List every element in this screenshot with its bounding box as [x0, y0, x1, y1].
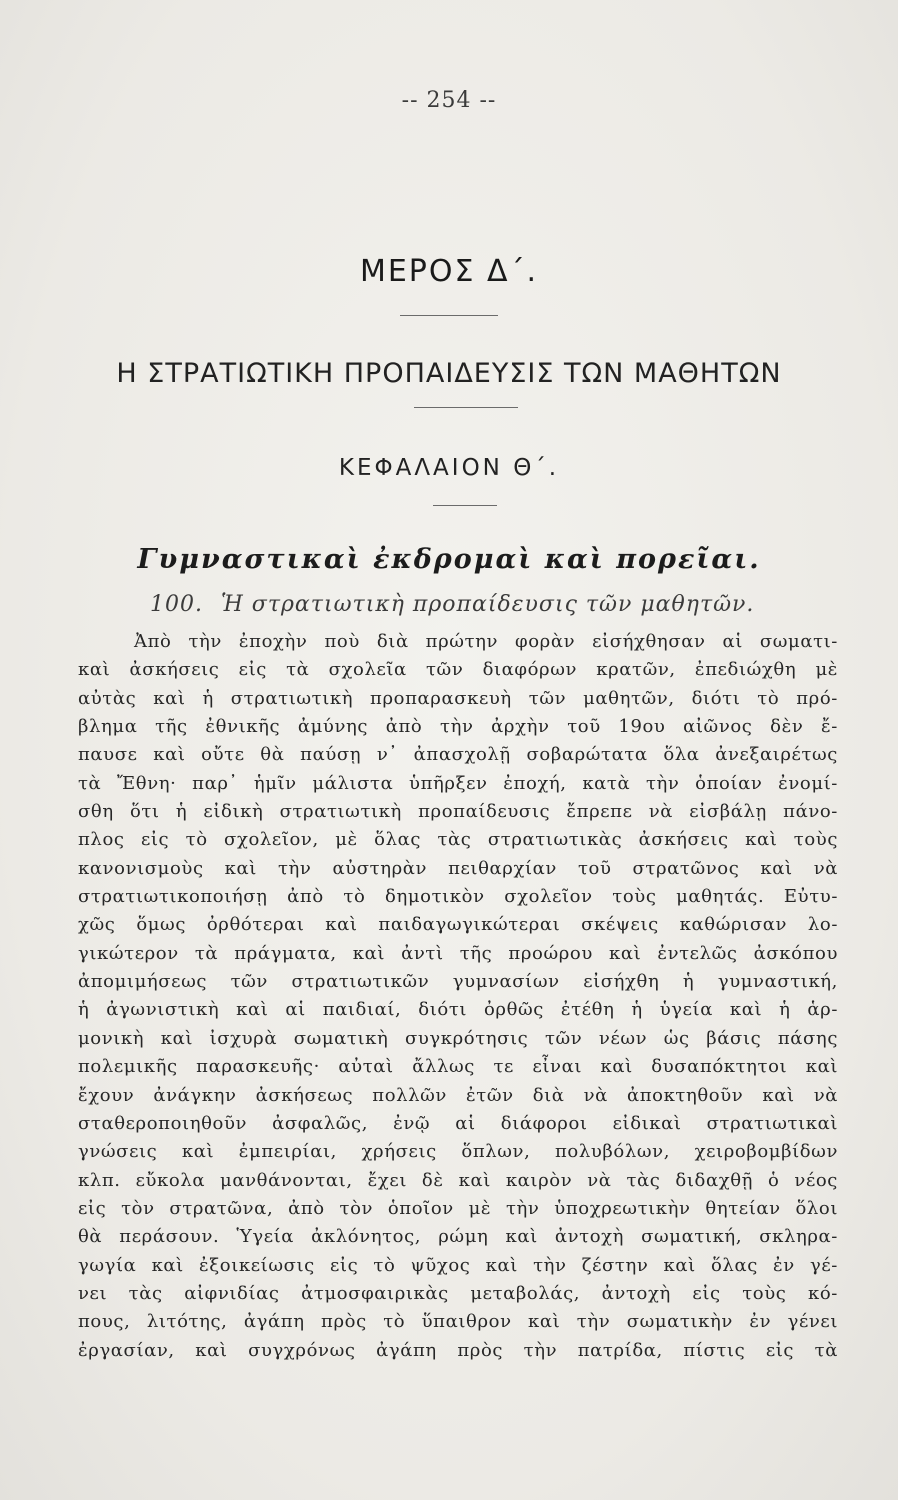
text-line: Ἀπὸ τὴν ἐποχὴν ποὺ διὰ πρώτην φορὰν εἰσήχθησαν αἱ σωματι-: [134, 631, 838, 652]
text-line: σθη ὅτι ἡ εἰδικὴ στρατιωτικὴ προπαίδευσις ἔπρεπε νὰ εἰσβάλῃ πάνο-: [78, 801, 838, 823]
text-line: εἰς τὸν στρατῶνα, ἀπὸ τὸν ὁποῖον μὲ τὴν ὑποχρεωτικὴν θητείαν ὅλοι: [78, 1197, 838, 1219]
section-title: Η ΣΤΡΑΤΙΩΤΙΚΗ ΠΡΟΠΑΙΔΕΥΣΙΣ ΤΩΝ ΜΑΘΗΤΩΝ: [116, 358, 782, 389]
chapter-title: ΚΕΦΑΛΑΙΟΝ Θ΄.: [338, 455, 560, 481]
text-line: τὰ Ἔθνη· παρ᾽ ἡμῖν μάλιστα ὑπῆρξεν ἐποχή, κατὰ τὴν ὁποίαν ἐνομί-: [78, 772, 838, 794]
text-line: κανονισμοὺς καὶ τὴν αὐστηρὰν πειθαρχίαν τοῦ στρατῶνος καὶ νὰ: [78, 857, 838, 879]
text-line: γικώτερον τὰ πράγματα, καὶ ἀντὶ τῆς προώρου καὶ ἐντελῶς ἀσκόπου: [78, 942, 838, 964]
text-line: ἀπομιμήσεως τῶν στρατιωτικῶν γυμνασίων εἰσήχθη ἡ γυμναστική,: [78, 971, 838, 993]
divider-rule: [400, 315, 498, 316]
text-line: χῶς ὅμως ὀρθότεραι καὶ παιδαγωγικώτεραι σκέψεις καθώρισαν λο-: [78, 914, 838, 936]
text-line: μονικὴ καὶ ἰσχυρὰ σωματικὴ συγκρότησις τῶν νέων ὡς βάσις πάσης: [78, 1027, 838, 1049]
divider-rule: [414, 407, 518, 408]
text-line: νει τὰς αἰφνιδίας ἀτμοσφαιρικὰς μεταβολάς, ἀντοχὴ εἰς τοὺς κό-: [78, 1282, 838, 1304]
text-line: αὐτὰς καὶ ἡ στρατιωτικὴ προπαρασκευὴ τῶν μαθητῶν, διότι τὸ πρό-: [78, 687, 838, 709]
paragraph-heading-text: Ἡ στρατιωτικὴ προπαίδευσις τῶν μαθητῶν.: [220, 592, 755, 617]
text-line: ἐργασίαν, καὶ συγχρόνως ἀγάπη πρὸς τὴν πατρίδα, πίστις εἰς τὰ: [78, 1339, 838, 1361]
text-line: στρατιωτικοποιήσῃ ἀπὸ τὸ δημοτικὸν σχολεῖον τοὺς μαθητάς. Εὐτυ-: [78, 886, 838, 908]
text-line: πους, λιτότης, ἀγάπη πρὸς τὸ ὕπαιθρον καὶ τὴν σωματικὴν ἐν γένει: [78, 1311, 838, 1333]
text-line: θὰ περάσουν. Ὑγεία ἀκλόνητος, ρώμη καὶ ἀντοχὴ σωματική, σκληρα-: [78, 1226, 838, 1248]
text-line: καὶ ἀσκήσεις εἰς τὰ σχολεῖα τῶν διαφόρων κρατῶν, ἐπεδιώχθη μὲ: [78, 659, 838, 681]
text-line: γνώσεις καὶ ἐμπειρίαι, χρήσεις ὅπλων, πολυβόλων, χειροβομβίδων: [78, 1141, 838, 1163]
divider-rule: [433, 505, 497, 506]
paragraph-number: 100.: [150, 592, 203, 617]
text-line: κλπ. εὔκολα μανθάνονται, ἔχει δὲ καὶ καιρὸν νὰ τὰς διδαχθῇ ὁ νέος: [78, 1169, 838, 1191]
text-line: πολεμικῆς παρασκευῆς· αὐταὶ ἄλλως τε εἶναι καὶ δυσαπόκτητοι καὶ: [78, 1056, 838, 1078]
text-line: παυσε καὶ οὔτε θὰ παύσῃ ν᾽ ἀπασχολῇ σοβαρώτατα ὅλα ἀνεξαιρέτως: [78, 744, 838, 766]
page-number: -- 254 --: [401, 88, 497, 113]
paragraph-heading: [150, 592, 830, 617]
part-title: ΜΕΡΟΣ Δ΄.: [359, 254, 539, 289]
text-line: βλημα τῆς ἐθνικῆς ἀμύνης ἀπὸ τὴν ἀρχὴν τοῦ 19ου αἰῶνος δὲν ἔ-: [78, 716, 838, 738]
body-text: [78, 628, 838, 1365]
text-line: ἡ ἀγωνιστικὴ καὶ αἱ παιδιαί, διότι ὀρθῶς ἐτέθη ἡ ὑγεία καὶ ἡ ἁρ-: [78, 999, 838, 1021]
text-line: ἔχουν ἀνάγκην ἀσκήσεως πολλῶν ἐτῶν διὰ νὰ ἀποκτηθοῦν καὶ νὰ: [78, 1084, 838, 1106]
subject-title: Γυμναστικαὶ ἐκδρομαὶ καὶ πορεῖαι.: [137, 544, 761, 575]
text-line: γωγία καὶ ἐξοικείωσις εἰς τὸ ψῦχος καὶ τὴν ζέστην καὶ ὅλας ἐν γέ-: [78, 1254, 838, 1276]
text-line: πλος εἰς τὸ σχολεῖον, μὲ ὅλας τὰς στρατιωτικὰς ἀσκήσεις καὶ τοὺς: [78, 829, 838, 851]
text-line: σταθεροποιηθοῦν ἀσφαλῶς, ἐνῷ αἱ διάφοροι εἰδικαὶ στρατιωτικαὶ: [78, 1112, 838, 1134]
